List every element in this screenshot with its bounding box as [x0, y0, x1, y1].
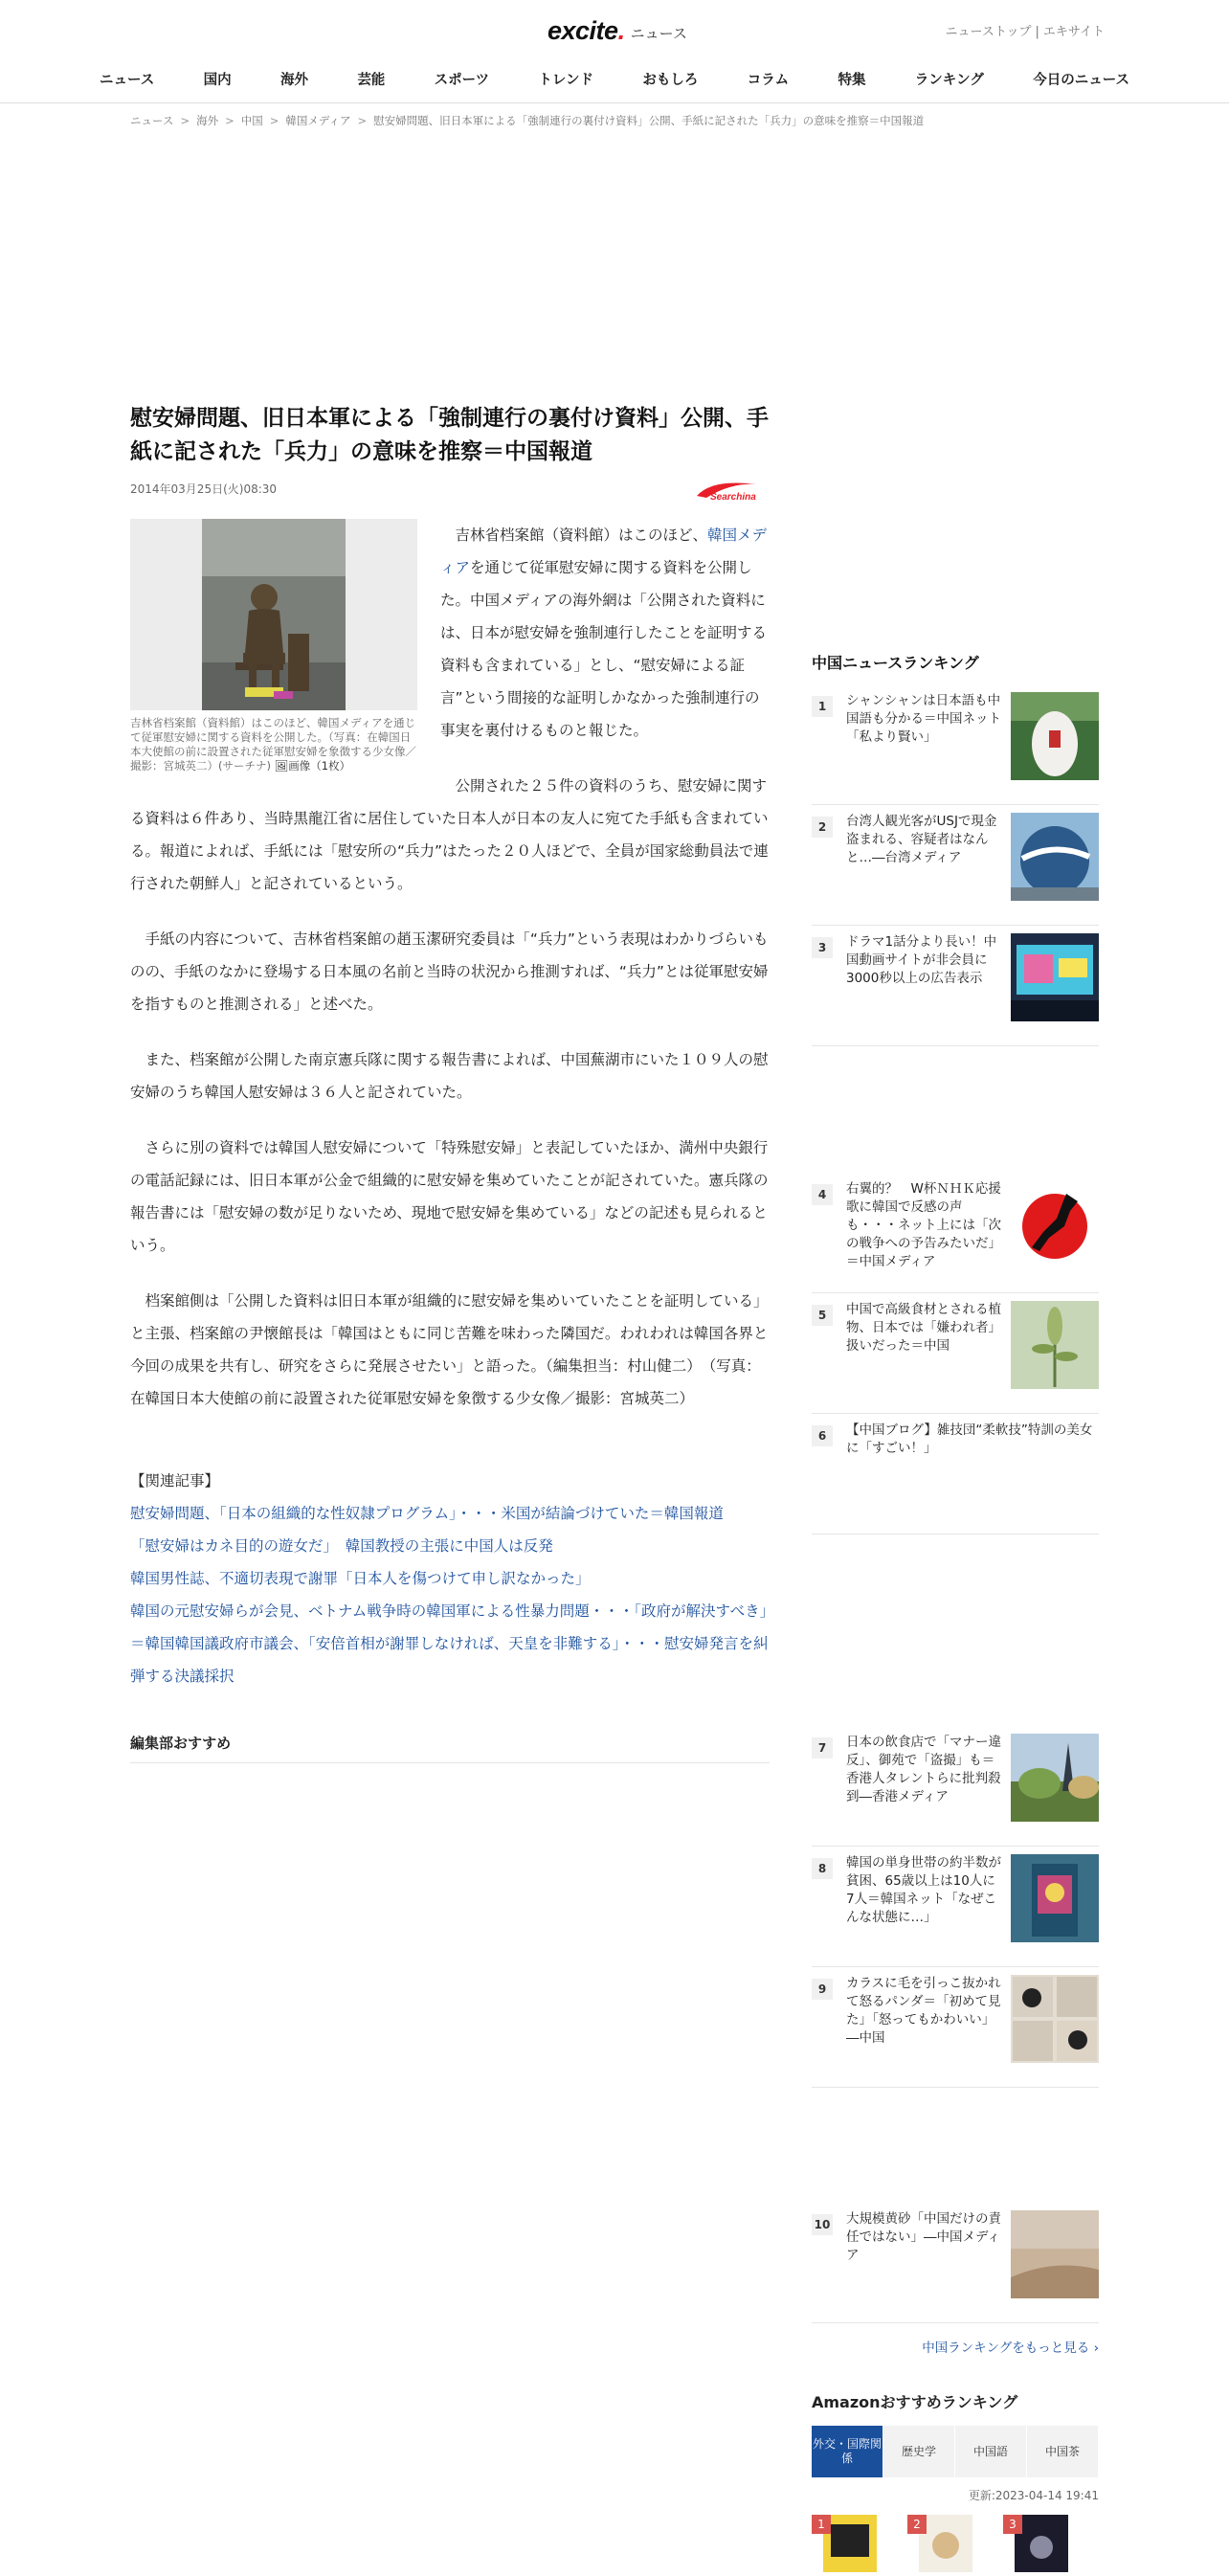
amazon-books [812, 2515, 1099, 2572]
photo-count-label: 画像（1枚） [288, 759, 351, 773]
rank-thumbnail [1011, 813, 1099, 901]
related-link-4[interactable]: 韓国の元慰安婦らが会見、ベトナム戦争時の韓国軍による性暴力問題・・・「政府が解決すべき」＝韓国韓国議政府市議会、「安倍首相が謝罪しなければ、天皇を非難する」・・・慰安婦発言を糾弾する決議採択 [130, 1602, 769, 1685]
paragraph-3: 手紙の内容について、吉林省档案館の趙玉潔研究委員は「“兵力”という表現はわかりづらいものの、手紙のなかに登場する日本風の名前と当時の状況から推測すれば、“兵力”とは従軍慰安婦を指すものと推測される」と述べた。 [130, 930, 769, 1013]
nav-item-domestic[interactable]: 国内 [203, 73, 232, 88]
nav-item-feature[interactable]: 特集 [838, 73, 866, 88]
editor-picks-heading: 編集部おすすめ [130, 1733, 770, 1763]
breadcrumb-korea-media[interactable]: 韓国メディア [285, 114, 351, 127]
article-figure[interactable] [130, 519, 417, 773]
searchina-logo[interactable] [693, 477, 760, 504]
statue-photo[interactable] [130, 519, 417, 710]
china-ranking-heading: 中国ニュースランキング [812, 654, 979, 672]
rank-title: 大規模黄砂「中国だけの責任ではない」―中国メディア [846, 2211, 1001, 2263]
site-header [0, 0, 1229, 103]
rank-thumbnail [1011, 1975, 1099, 2063]
tab-chinese-tea[interactable]: 中国茶 [1027, 2426, 1099, 2477]
rank-number: 10 [812, 2214, 833, 2235]
book-rank: 3 [1003, 2515, 1022, 2534]
amazon-ranking-heading: Amazonおすすめランキング [812, 2393, 1018, 2411]
breadcrumb-world[interactable]: 海外 [196, 114, 219, 127]
rank-number: 1 [812, 696, 833, 717]
statue-photo-graphic [130, 519, 417, 710]
breadcrumb: ニュース > 海外 > 中国 > 韓国メディア > 慰安婦問題、旧日本軍による「強制連行の裏付け資料」公開、手紙に記された「兵力」の意味を推察＝中国報道 [130, 114, 925, 127]
main-nav [88, 69, 1141, 89]
nav-item-funny[interactable]: おもしろ [642, 73, 699, 88]
searchina-logo-text: Searchina [710, 492, 756, 503]
breadcrumb-china[interactable]: 中国 [240, 114, 263, 127]
rank-number: 8 [812, 1858, 833, 1879]
rank-number: 9 [812, 1979, 833, 2000]
paragraph-1-text-b: を通じて従軍慰安婦に関する資料を公開した。中国メディアの海外網は「公開された資料には、日本が慰安婦を強制連行したことを証明する資料も含まれている」とし、“慰安婦による証言”という間接的な証明しかなかった強制連行の事実を裏付けるものと報じた。 [440, 559, 768, 739]
related-link-1[interactable]: 慰安婦問題、「日本の組織的な性奴隷プログラム」・・・米国が結論づけていた＝韓国報道 [130, 1505, 724, 1522]
paragraph-4: また、档案館が公開した南京憲兵隊に関する報告書によれば、中国蕪湖市にいた１０９人の慰安婦のうち韓国人慰安婦は３６人と記されていた。 [130, 1051, 769, 1101]
rank-number: 5 [812, 1305, 833, 1326]
amazon-book[interactable] [907, 2515, 976, 2572]
more-link-label: 中国ランキングをもっと見る [922, 2341, 1090, 2356]
logo-sub: ニュース [630, 24, 687, 42]
rank-title: 日本の飲食店で「マナー違反」、御苑で「盗撮」も＝香港人タレントらに批判殺到―香港メディア [846, 1735, 1001, 1804]
rank-thumbnail [1011, 1854, 1099, 1942]
nav-item-sports[interactable]: スポーツ [434, 73, 490, 88]
figure-caption [130, 716, 417, 773]
ranking-item[interactable] [812, 1726, 1099, 1847]
rank-title: 【中国ブログ】雑技団“柔軟技”特訓の美女に「すごい！」 [846, 1422, 1093, 1456]
ranking-item[interactable] [812, 2203, 1099, 2323]
ranking-item[interactable] [812, 1967, 1099, 2088]
rank-title: カラスに毛を引っこ抜かれて怒るパンダ＝「初めて見た」「怒ってもかわいい」―中国 [846, 1976, 1001, 2046]
tab-diplomacy[interactable]: 外交・国際関係 [812, 2426, 883, 2477]
rank-thumbnail [1011, 1734, 1099, 1822]
excite-logo[interactable] [547, 13, 687, 48]
paragraph-1-text-a: 吉林省档案館（資料館）はこのほど、 [455, 526, 708, 544]
article-date: 2014年03月25日(火)08:30 [130, 482, 278, 496]
rank-thumbnail [1011, 1180, 1099, 1268]
rank-number: 7 [812, 1737, 833, 1758]
amazon-tabs [812, 2426, 1099, 2477]
updated-time: 更新:2023-04-14 19:41 [968, 2489, 1099, 2502]
tab-chinese-language[interactable]: 中国語 [955, 2426, 1027, 2477]
nav-item-entertainment[interactable]: 芸能 [357, 73, 386, 88]
rank-number: 4 [812, 1184, 833, 1205]
related-link-3[interactable]: 韓国男性誌、不適切表現で謝罪「日本人を傷つけて申し訳なかった」 [130, 1570, 591, 1587]
amazon-book[interactable] [812, 2515, 881, 2572]
article [130, 402, 770, 1763]
header-link-news-top[interactable]: ニューストップ [945, 25, 1032, 39]
related-link-2[interactable]: 「慰安婦はカネ目的の遊女だ」 韓国教授の主張に中国人は反発 [130, 1537, 553, 1555]
logo-text: excite [547, 15, 618, 45]
logo-mark: excite. [547, 15, 625, 45]
china-ranking-more-link[interactable] [812, 2337, 1099, 2356]
ad-space [812, 2088, 1099, 2203]
rank-thumbnail [1011, 1301, 1099, 1389]
breadcrumb-news[interactable]: ニュース [130, 114, 174, 127]
book-rank: 1 [812, 2515, 831, 2534]
article-meta [130, 473, 770, 509]
rank-number: 3 [812, 937, 833, 958]
rank-title: 韓国の単身世帯の約半数が貧困、65歳以上は10人に7人＝韓国ネット「なぜこんな状態に…」 [846, 1855, 1001, 1925]
nav-item-trend[interactable]: トレンド [538, 73, 594, 88]
paragraph-6: 档案館側は「公開した資料は旧日本軍が組織的に慰安婦を集めいていたことを証明している」と主張、档案館の尹懐館長は「韓国はともに同じ苦難を味わった隣国だ。われわれは韓国各界と今回の成果を共有し、研究をさらに発展させたい」と語った。（編集担当：村山健二） （写真：在韓国日本大使館の前に設置された従軍慰安婦を象徴する少女像／撮影：宮城英二） [130, 1292, 769, 1407]
ranking-item[interactable] [812, 926, 1099, 1046]
rank-thumbnail [1011, 933, 1099, 1021]
amazon-book[interactable] [1003, 2515, 1072, 2572]
rank-thumbnail [1011, 692, 1099, 780]
ranking-item[interactable] [812, 805, 1099, 926]
paragraph-5: さらに別の資料では韓国人慰安婦について「特殊慰安婦」と表記していたほか、満州中央銀行の電話記録には、旧日本軍が公金で組織的に慰安婦を集めていたことが記されていた。憲兵隊の報告書には「慰安婦の数が足りないため、現地で慰安婦を集めている」などの記述も見られるという。 [130, 1139, 769, 1254]
paragraph-2: 公開された２５件の資料のうち、慰安婦に関する資料は６件あり、当時黒龍江省に居住していた日本人が日本の友人に宛てた手紙も含まれている。報道によれば、手紙には「慰安所の“兵力”はたった２０人ほどで、全員が国家総動員法で連行された朝鮮人」と記されているという。 [130, 777, 769, 892]
rank-title: シャンシャンは日本語も中国語も分かる＝中国ネット「私より賢い」 [846, 693, 1001, 745]
rank-thumbnail [1011, 2210, 1099, 2298]
ranking-item[interactable] [812, 1293, 1099, 1414]
rank-title: 台湾人観光客がUSJで現金盗まれる、容疑者はなんと…―台湾メディア [846, 814, 997, 865]
book-rank: 2 [907, 2515, 927, 2534]
rank-number: 6 [812, 1425, 833, 1446]
header-link-excite[interactable]: エキサイト [1042, 25, 1105, 39]
article-body [130, 519, 770, 1763]
ranking-item[interactable] [812, 1173, 1099, 1293]
ad-space [812, 1534, 1099, 1726]
rank-title: ドラマ1話分より長い！中国動画サイトが非会員に3000秒以上の広告表示 [846, 934, 997, 986]
breadcrumb-current: 慰安婦問題、旧日本軍による「強制連行の裏付け資料」公開、手紙に記された「兵力」の意味を推察＝中国報道 [373, 114, 925, 127]
nav-item-today[interactable]: 今日のニュース [1033, 73, 1129, 88]
ranking-item[interactable] [812, 1847, 1099, 1967]
link-korea-media[interactable]: 韓国メディア [440, 526, 768, 576]
ad-space [812, 1046, 1099, 1173]
article-title: 慰安婦問題、旧日本軍による「強制連行の裏付け資料」公開、手紙に記された「兵力」の意味を推察＝中国報道 [130, 406, 769, 464]
nav-item-column[interactable]: コラム [747, 73, 790, 88]
nav-item-world[interactable]: 海外 [279, 73, 308, 88]
rank-number: 2 [812, 817, 833, 838]
photo-icon: 🖼 [274, 759, 289, 773]
nav-item-news[interactable]: ニュース [100, 73, 155, 88]
tab-history[interactable]: 歴史学 [883, 2426, 955, 2477]
figure-caption-text: 吉林省档案館（資料館）はこのほど、韓国メディアを通じて従軍慰安婦に関する資料を公開した。（写真：在韓国日本大使館の前に設置された従軍慰安婦を象徴する少女像／撮影：宮城英二）(サーチナ) [130, 716, 416, 773]
photo-count[interactable] [275, 759, 350, 773]
ranking-item[interactable] [812, 1414, 1099, 1534]
sidebar [812, 651, 1099, 2572]
header-links: ニューストップ | エキサイト [945, 25, 1105, 39]
rank-title: 中国で高級食材とされる植物、日本では「嫌われ者」扱いだった＝中国 [846, 1302, 1001, 1354]
rank-title: 右翼的？ W杯ＮＨＫ応援歌に韓国で反感の声も・・・ネット上には「次の戦争への予告みたいだ」＝中国メディア [846, 1181, 1001, 1269]
ranking-item[interactable] [812, 684, 1099, 805]
nav-item-ranking[interactable]: ランキング [914, 73, 984, 88]
related-articles [130, 1465, 770, 1692]
chevron-right-icon: › [1093, 2341, 1099, 2356]
related-heading: 【関連記事】 [130, 1472, 220, 1490]
